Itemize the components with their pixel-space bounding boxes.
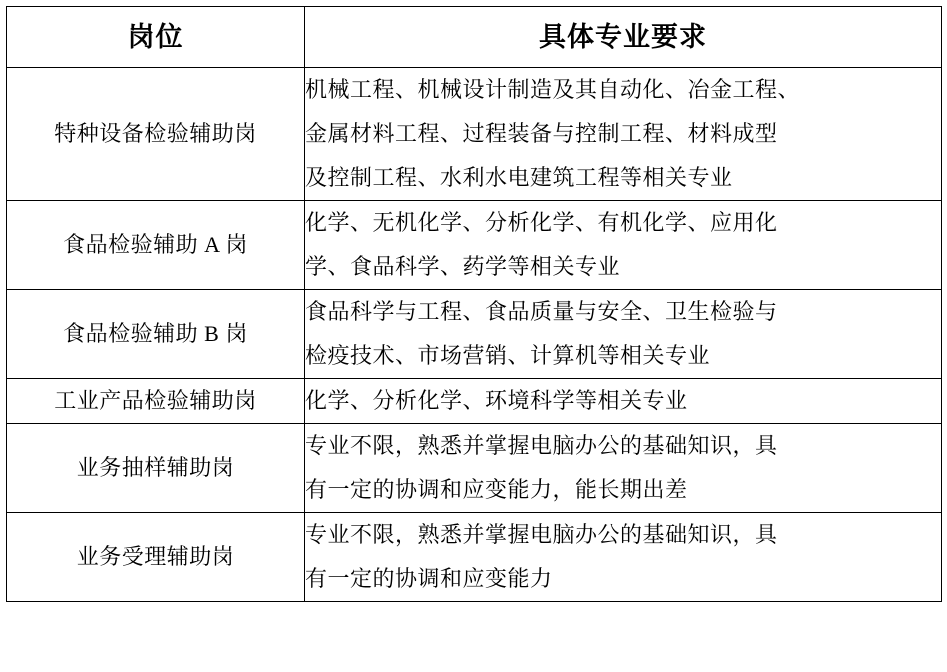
cell-requirement [305,379,942,424]
table-header [7,7,942,68]
cell-post: 业务抽样辅助岗 [7,424,305,513]
cell-requirement [305,68,942,201]
table-row [7,379,942,424]
requirement-line: 机械工程、机械设计制造及其自动化、冶金工程、 [305,77,801,102]
table-header-row [7,7,942,68]
cell-requirement [305,513,942,602]
requirement-line: 及控制工程、水利水电建筑工程等相关专业 [305,165,733,190]
cell-requirement [305,290,942,379]
requirement-line: 专业不限，熟悉并掌握电脑办公的基础知识，具 [305,522,778,547]
requirement-line: 有一定的协调和应变能力 [305,566,553,591]
table-row [7,201,942,290]
table-row [7,68,942,201]
requirement-line: 化学、无机化学、分析化学、有机化学、应用化 [305,210,778,235]
requirement-line: 有一定的协调和应变能力，能长期出差 [305,477,688,502]
requirement-line: 化学、分析化学、环境科学等相关专业 [305,388,688,413]
job-requirements-table [6,6,942,602]
cell-post: 特种设备检验辅助岗 [7,68,305,201]
table-row [7,424,942,513]
requirement-line: 食品科学与工程、食品质量与安全、卫生检验与 [305,299,778,324]
requirement-line: 专业不限，熟悉并掌握电脑办公的基础知识，具 [305,433,778,458]
column-header-requirement: 具体专业要求 [305,7,942,68]
table-body [7,68,942,602]
cell-post: 食品检验辅助 B 岗 [7,290,305,379]
cell-requirement [305,201,942,290]
cell-post: 食品检验辅助 A 岗 [7,201,305,290]
cell-post: 工业产品检验辅助岗 [7,379,305,424]
requirement-line: 学、食品科学、药学等相关专业 [305,254,621,279]
cell-requirement [305,424,942,513]
requirement-line: 金属材料工程、过程装备与控制工程、材料成型 [305,121,778,146]
table-row [7,513,942,602]
column-header-post: 岗位 [7,7,305,68]
requirement-line: 检疫技术、市场营销、计算机等相关专业 [305,343,711,368]
table-row [7,290,942,379]
cell-post: 业务受理辅助岗 [7,513,305,602]
